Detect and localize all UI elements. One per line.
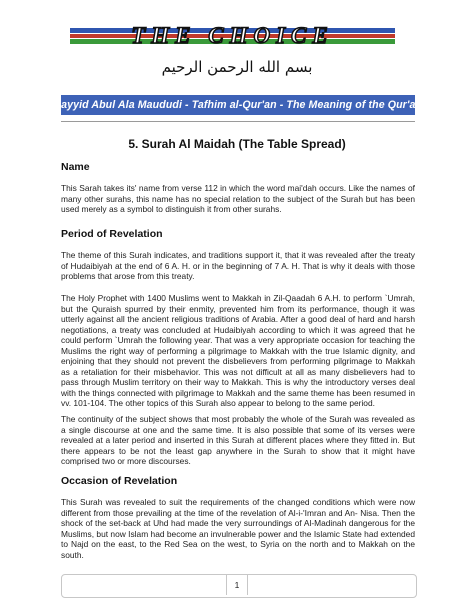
page-number: 1 <box>234 580 240 590</box>
heading-occasion: Occasion of Revelation <box>61 475 178 487</box>
heading-period: Period of Revelation <box>61 228 163 240</box>
period-paragraph-3: The continuity of the subject shows that most probably the whole of the Surah was revealed as a single discourse at one and the same time. It is also possible that some of its verses were revealed at a later period and inserted in this Surah at different places where they fitted in. But there appears to be not the least gap anywhere in the Surah to show that it might have comprised two or more discourses. <box>61 414 415 466</box>
footer-divider-left <box>226 575 227 595</box>
footer-divider-right <box>247 575 248 595</box>
page-title: 5. Surah Al Maidah (The Table Spread) <box>128 137 346 151</box>
logo-text: THE CHOICE <box>131 23 334 48</box>
site-logo <box>70 24 395 48</box>
period-paragraph-2: The Holy Prophet with 1400 Muslims went to Makkah in Zil-Qaadah 6 A.H. to perform `Umrah, but the Quraish spurred by their enmity, prevented him from its performance, though it was utterly against all the ancient religious traditions of Arabia. After a good deal of hard and harsh negotiations, a treaty was concluded at Hudaibiyah according to which it was agreed that he could perform `Umrah the following year. That was a very appropriate occasion for teaching the Muslims the right way of performing a pilgrimage to Makkah with the true Islamic dignity, and enjoining that they should not prevent the disbelievers from performing pilgrimage to Makkah as a retaliation for their misbehavior. This was not difficult at all as many disbelievers had to pass through Muslim territory on their way to Makkah. This is why the introductory verses deal with the things connected with pilgrimage to Makkah and the same theme has been resumed in vv. 101-104. The other topics of this Surah also appear to belong to the same period. <box>61 293 415 408</box>
occasion-paragraph: This Surah was revealed to suit the requirements of the changed conditions which were now different from those prevailing at the time of the revelation of Al-i-'Imran and An- Nisa. Then the shock of the set-back at Uhd had made the very surroundings of Al-Madinah dangerous for the Muslims, but now Islam had become an invulnerable power and the Islamic State had extended to Najd on the east, to the Red Sea on the west, to Syria on the north and to Makkah on the south. <box>61 497 415 560</box>
header-divider <box>61 121 415 122</box>
name-paragraph: This Sarah takes its' name from verse 112 in which the word mai'dah occurs. Like the names of many other surahs, this name has no special relation to the subject of the Surah but has been used merely as a symbol to distinguish it from other surahs. <box>61 183 415 214</box>
author-banner: Sayyid Abul Ala Maududi - Tafhim al-Qur'an - The Meaning of the Qur'an <box>61 95 415 115</box>
period-paragraph-1: The theme of this Surah indicates, and traditions support it, that it was revealed after the treaty of Hudaibiyah at the end of 6 A. H. or in the beginning of 7 A. H. That is why it deals with those problems that arose from this treaty. <box>61 250 415 281</box>
bismillah: بسم الله الرحمن الرحيم <box>161 58 313 76</box>
heading-name: Name <box>61 161 90 173</box>
